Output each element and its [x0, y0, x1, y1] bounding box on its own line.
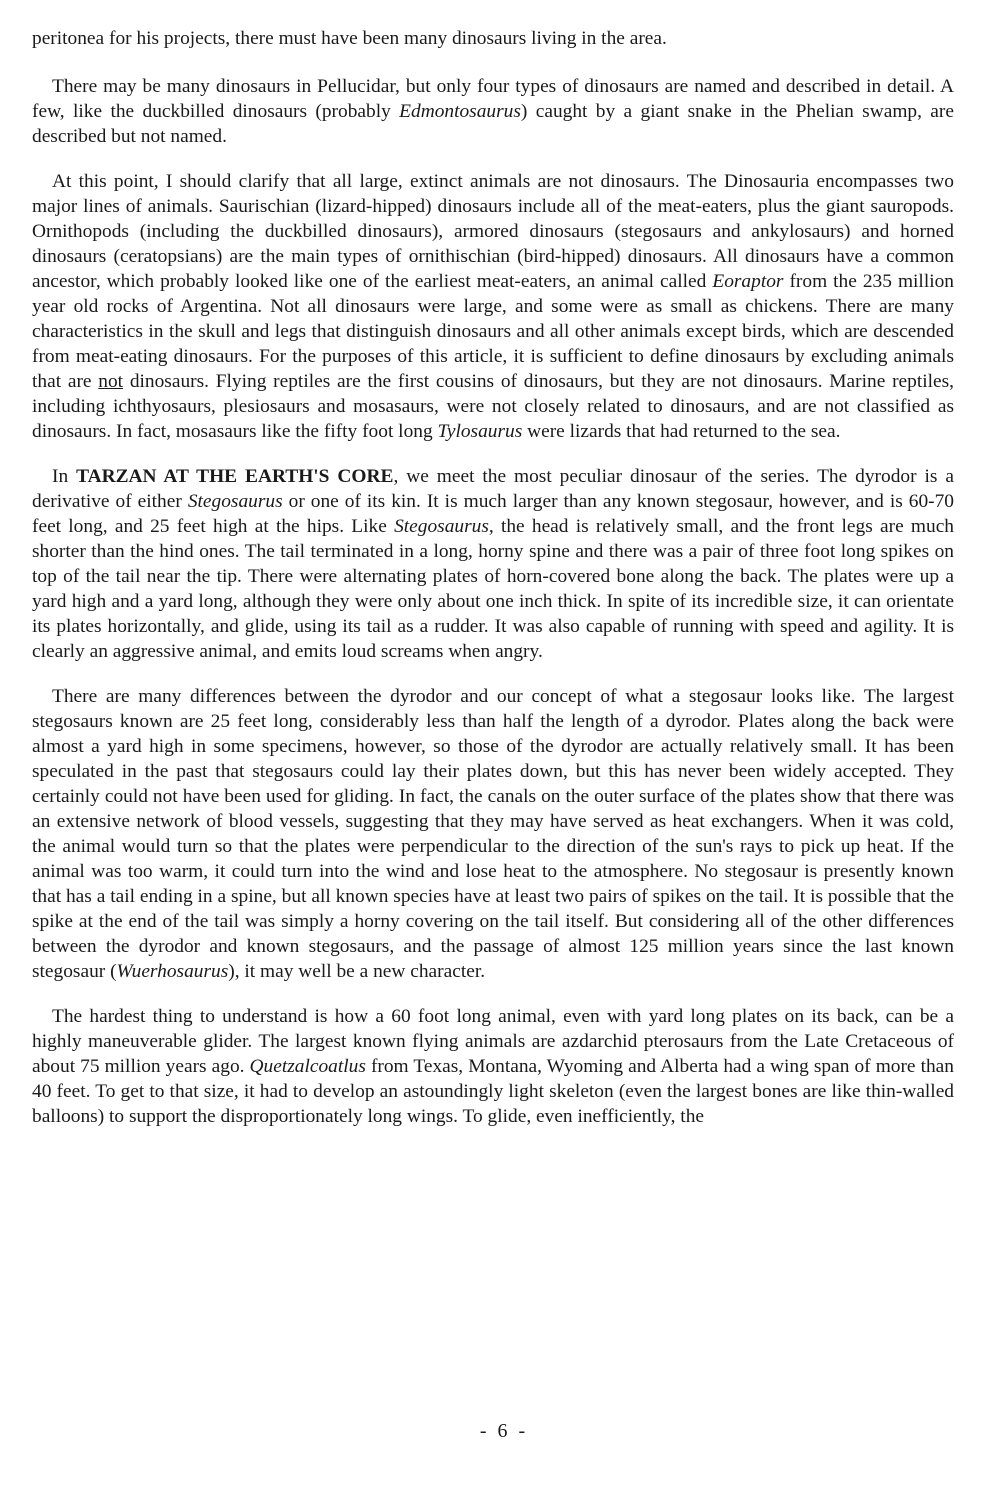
paragraph — [32, 26, 954, 51]
text-run: There may be many dinosaurs in Pellucidar, but only four types of dinosaurs are named and described in detail. A few, like the duckbilled dinosaurs (probably — [32, 76, 954, 122]
text-run: , we meet the most peculiar dinosaur of the series. The dyrodor is a derivative of either — [32, 466, 954, 512]
paragraph — [32, 1004, 954, 1129]
italic-text: Stegosaurus — [394, 516, 489, 537]
text-run: or one of its kin. It is much larger than any known stegosaur, however, and is 60-70 feet long, and 25 feet high at the hips. Like — [32, 491, 954, 537]
italic-text: Quetzalcoatlus — [249, 1056, 366, 1077]
text-run: ) caught by a giant snake in the Phelian swamp, are described but not named. — [32, 101, 954, 147]
italic-text: Edmontosaurus — [399, 101, 521, 122]
underlined-text: not — [98, 371, 124, 392]
text-run: peritonea for his projects, there must have been many dinosaurs living in the area. — [32, 28, 667, 49]
italic-text: Eoraptor — [712, 271, 784, 292]
paragraph — [32, 169, 954, 444]
text-run: At this point, I should clarify that all large, extinct animals are not dinosaurs. The Dinosauria encompasses two major lines of animals. Saurischian (lizard-hipped) dinosaurs include all of the meat-eaters, plus the giant sauropods. Ornithopods (including the duckbilled dinosaurs), armored dinosaurs (stegosaurs and ankylosaurs) and horned dinosaurs (ceratopsians) are the main types of ornithischian (bird-hipped) dinosaurs. All dinosaurs have a common ancestor, which probably looked like one of the earliest meat-eaters, an animal called — [32, 171, 954, 292]
paragraph — [32, 684, 954, 984]
text-run: were lizards that had returned to the sea. — [522, 421, 841, 442]
page-number: - 6 - — [479, 1420, 529, 1442]
text-run: There are many differences between the dyrodor and our concept of what a stegosaur looks like. The largest stegosaurs known are 25 feet long, considerably less than half the length of a dyrodor. Plates along the back were almost a yard high in some specimens, however, so those of the dyrodor are actually relatively small. It has been speculated in the past that stegosaurs could lay their plates down, but this has never been widely accepted. They certainly could not have been used for gliding. In fact, the canals on the outer surface of the plates show that there was an extensive network of blood vessels, suggesting that they may have served as heat exchangers. When it was cold, the animal would turn so that the plates were perpendicular to the direction of the sun's rays to pick up heat. If the animal was too warm, it could turn into the wind and lose heat to the atmosphere. No stegosaur is presently known that has a tail ending in a spine, but all known species have at least two pairs of spikes on the tail. It is possible that the spike at the end of the tail was simply a horny covering on the tail itself. But considering all of the other differences between the dyrodor and known stegosaurs, and the passage of almost 125 million years since the last known stegosaur ( — [32, 686, 954, 982]
paragraph — [32, 74, 954, 149]
text-run: The hardest thing to understand is how a 60 foot long animal, even with yard long plates on its back, can be a highly maneuverable glider. The largest known flying animals are azdarchid pterosaurs from the Late Cretaceous of about 75 million years ago. — [32, 1006, 954, 1077]
text-run: from Texas, Montana, Wyoming and Alberta had a wing span of more than 40 feet. To get to that size, it had to develop an astoundingly light skeleton (even the largest bones are like thin-walled balloons) to support the disproportionately long wings. To glide, even inefficiently, the — [32, 1056, 954, 1127]
italic-text: Tylosaurus — [437, 421, 523, 442]
bold-title: TARZAN AT THE EARTH'S CORE — [76, 466, 394, 487]
text-run: , the head is relatively small, and the front legs are much shorter than the hind ones. The tail terminated in a long, horny spine and there was a pair of three foot long spikes on top of the tail near the tip. There were alternating plates of horn-covered bone along the back. The plates were up a yard high and a yard long, although they were only about one inch thick. In spite of its incredible size, it can orientate its plates horizontally, and glide, using its tail as a rudder. It was also capable of running with speed and agility. It is clearly an aggressive animal, and emits loud screams when angry. — [32, 516, 954, 662]
italic-text: Wuerhosaurus — [116, 961, 229, 982]
body-text — [32, 26, 954, 1149]
text-run: dinosaurs. Flying reptiles are the first cousins of dinosaurs, but they are not dinosaurs. Marine reptiles, including ichthyosaurs, plesiosaurs and mosasaurs, were not closely related to dinosaurs, and are not classified as dinosaurs. In fact, mosasaurs like the fifty foot long — [32, 371, 954, 442]
text-run: ), it may well be a new character. — [228, 961, 486, 982]
text-run: In — [52, 466, 77, 487]
paragraph — [32, 464, 954, 664]
italic-text: Stegosaurus — [187, 491, 283, 512]
text-run: from the 235 million year old rocks of Argentina. Not all dinosaurs were large, and some were as small as chickens. There are many characteristics in the skull and legs that distinguish dinosaurs and all other animals except birds, which are descended from meat-eating dinosaurs. For the purposes of this article, it is sufficient to define dinosaurs by excluding animals that are — [32, 271, 954, 392]
